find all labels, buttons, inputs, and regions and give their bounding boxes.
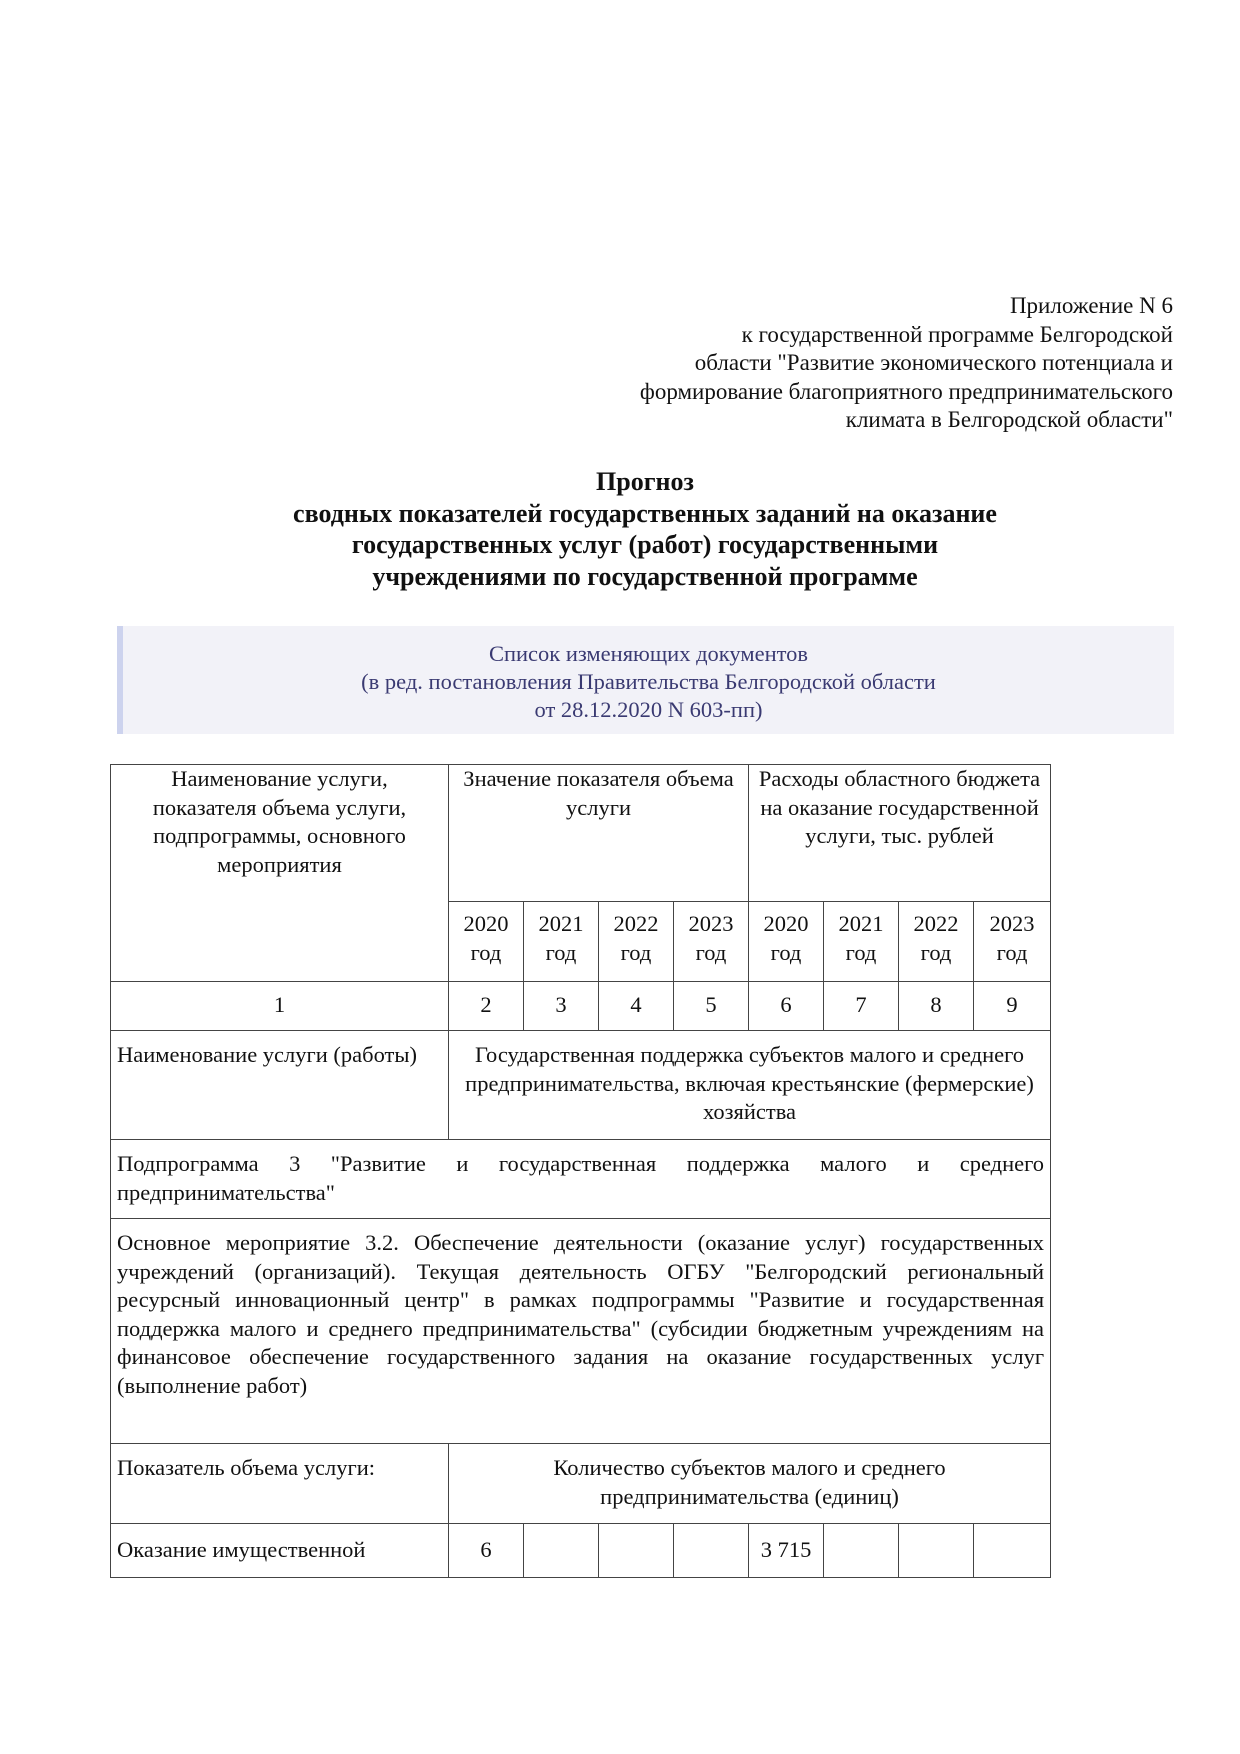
header-year: 2023 год — [674, 902, 749, 982]
amendments-box — [117, 626, 1174, 734]
value-cell: 6 — [449, 1524, 524, 1578]
header-year: 2021 год — [524, 902, 599, 982]
column-number: 6 — [749, 982, 824, 1031]
appendix-line: Приложение N 6 — [1009, 293, 1173, 318]
indicator-value: Количество субъектов малого и среднего предпринимательства (единиц) — [449, 1444, 1051, 1524]
title-line: государственных услуг (работ) государственными — [351, 530, 939, 559]
table-row — [111, 1524, 1051, 1578]
indicator-label: Показатель объема услуги: — [111, 1444, 449, 1524]
header-volume-group: Значение показателя объема услуги — [449, 765, 749, 902]
title-line: Прогноз — [596, 467, 694, 496]
main-activity-row: Основное мероприятие 3.2. Обеспечение деятельности (оказание услуг) государственных учреждений (организаций). Текущая деятельность ОГБУ "Белгородский региональный ресурсный инновационный центр" в рамках подпрограммы "Развитие и государственная поддержка малого и среднего предпринимательства" (субсидии бюджетным учреждениям на финансовое обеспечение государственного задания на оказание государственных услуг (выполнение работ) — [111, 1219, 1051, 1444]
header-year: 2020 год — [749, 902, 824, 982]
header-year: 2022 год — [599, 902, 674, 982]
appendix-line: климата в Белгородской области" — [845, 407, 1173, 432]
header-col-name: Наименование услуги, показателя объема услуги, подпрограммы, основного мероприятия — [111, 765, 449, 982]
column-number: 2 — [449, 982, 524, 1031]
forecast-table — [110, 764, 1051, 1578]
value-cell — [974, 1524, 1051, 1578]
service-name-value: Государственная поддержка субъектов малого и среднего предпринимательства, включая крестьянские (фермерские) хозяйства — [449, 1031, 1051, 1140]
appendix-heading — [533, 292, 1173, 435]
column-number: 3 — [524, 982, 599, 1031]
value-cell — [674, 1524, 749, 1578]
title-line: учреждениями по государственной программе — [372, 561, 918, 591]
value-cell — [524, 1524, 599, 1578]
service-name-label: Наименование услуги (работы) — [111, 1031, 449, 1140]
header-year: 2023 год — [974, 902, 1051, 982]
value-cell — [899, 1524, 974, 1578]
amendments-line: Список изменяющих документов — [488, 641, 809, 666]
amendments-line: от 28.12.2020 N 603-пп) — [534, 697, 763, 722]
document-title — [150, 466, 1140, 592]
column-number: 1 — [111, 982, 449, 1031]
value-cell: 3 715 — [749, 1524, 824, 1578]
column-number: 9 — [974, 982, 1051, 1031]
column-number: 8 — [899, 982, 974, 1031]
appendix-line: формирование благоприятного предпринимательского — [639, 378, 1173, 404]
header-expenses-group: Расходы областного бюджета на оказание государственной услуги, тыс. рублей — [749, 765, 1051, 902]
column-number: 4 — [599, 982, 674, 1031]
column-number: 7 — [824, 982, 899, 1031]
amendments-line: (в ред. постановления Правительства Белгородской области — [361, 669, 936, 694]
appendix-line: области "Развитие экономического потенциала и — [694, 350, 1173, 375]
value-cell — [599, 1524, 674, 1578]
header-year: 2020 год — [449, 902, 524, 982]
row-name: Оказание имущественной — [111, 1524, 449, 1578]
value-cell — [824, 1524, 899, 1578]
header-year: 2021 год — [824, 902, 899, 982]
appendix-line: к государственной программе Белгородской — [741, 321, 1173, 347]
title-line: сводных показателей государственных заданий на оказание — [293, 498, 997, 528]
header-year: 2022 год — [899, 902, 974, 982]
column-number: 5 — [674, 982, 749, 1031]
subprogram-row: Подпрограмма 3 "Развитие и государственная поддержка малого и среднего предпринимательства" — [111, 1140, 1051, 1219]
